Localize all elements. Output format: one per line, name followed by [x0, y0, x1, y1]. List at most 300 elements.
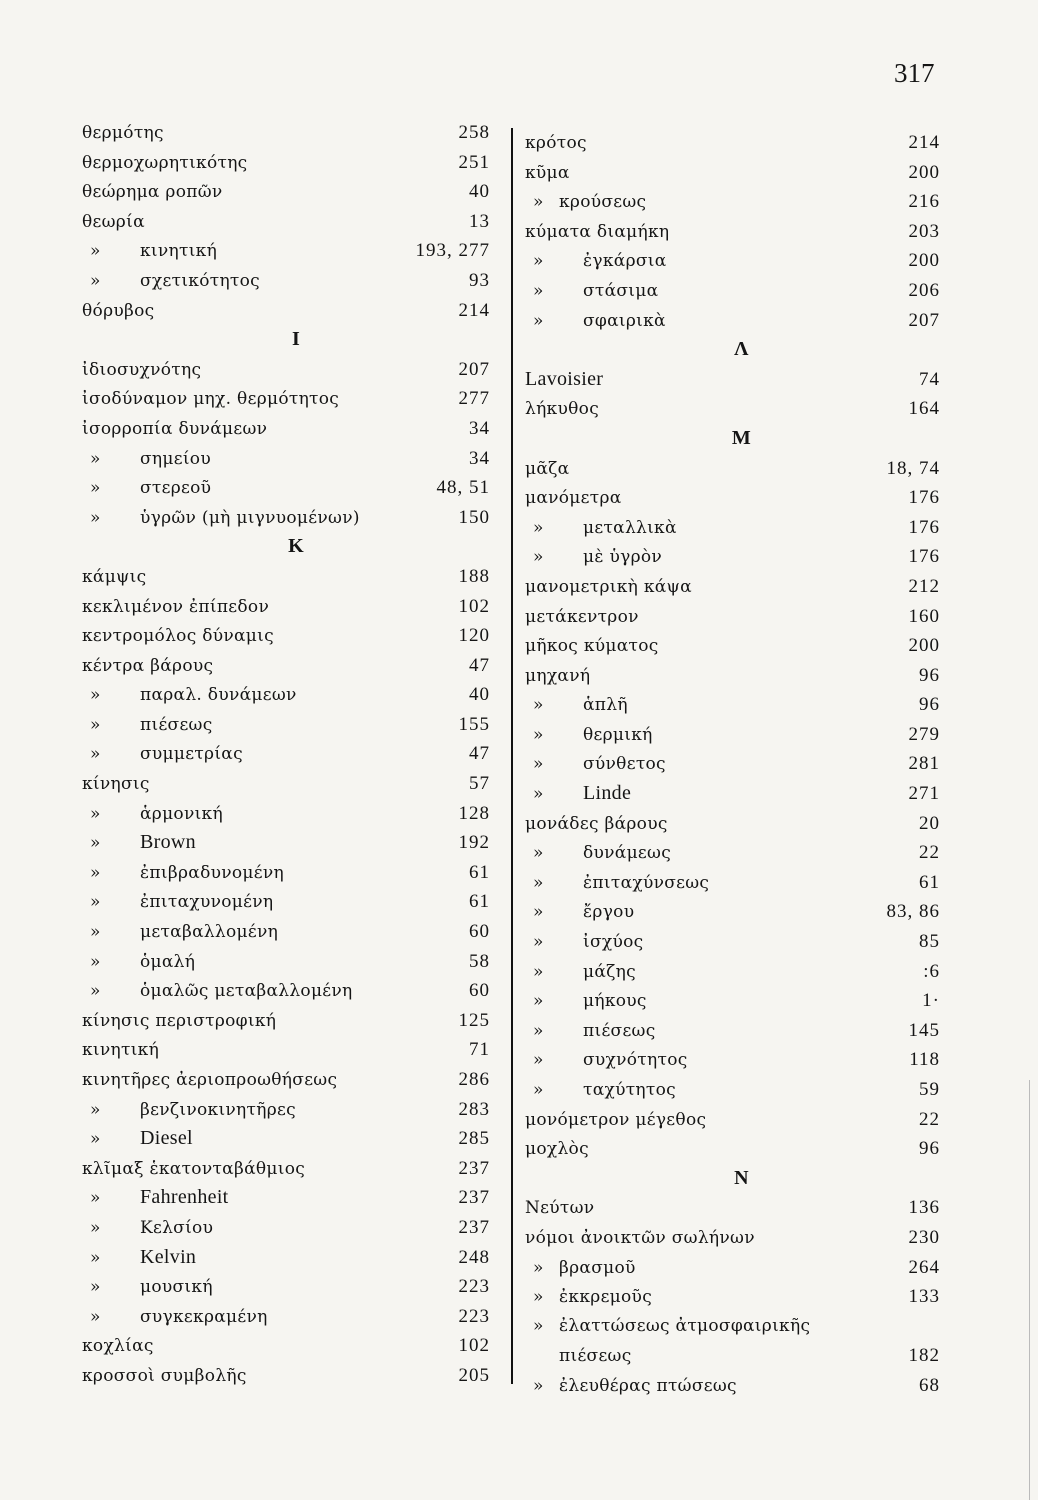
page-reference: 271 — [908, 783, 940, 805]
ditto-mark: » — [533, 991, 544, 1012]
index-entry — [82, 562, 490, 592]
index-term-text: πιέσεως — [140, 714, 213, 735]
ditto-mark: » — [533, 872, 544, 893]
index-term — [525, 1312, 940, 1342]
index-term-text: θεωρία — [82, 211, 145, 232]
ditto-mark: » — [90, 270, 101, 291]
index-term — [82, 888, 469, 918]
index-term — [82, 474, 437, 504]
page-reference: :6 — [923, 960, 940, 982]
index-term-text: δυνάμεως — [583, 843, 672, 864]
index-term-text: συμμετρίας — [140, 744, 243, 765]
index-entry — [525, 809, 940, 839]
index-subentry — [525, 276, 940, 306]
index-subentry — [82, 503, 490, 533]
index-term-text: μάζης — [583, 961, 636, 982]
page-reference: 96 — [919, 1138, 940, 1160]
page-reference: 207 — [908, 309, 940, 331]
index-term-text: κινητική — [140, 241, 218, 262]
index-term-text: μήκους — [583, 991, 647, 1012]
index-term-text: μᾶζα — [525, 458, 570, 479]
index-subentry — [525, 513, 940, 543]
index-term-text: Diesel — [140, 1127, 193, 1150]
page-reference: 216 — [908, 191, 940, 213]
ditto-mark: » — [90, 744, 101, 765]
page-reference: 61 — [469, 891, 490, 913]
page-number: 317 — [894, 58, 935, 88]
page-reference: 200 — [908, 635, 940, 657]
page-reference: 136 — [908, 1197, 940, 1219]
index-subentry — [525, 1045, 940, 1075]
index-term-text: μονάδες βάρους — [525, 813, 668, 834]
page-reference: 58 — [469, 950, 490, 972]
page-reference: 206 — [908, 279, 940, 301]
index-term — [82, 770, 469, 800]
index-term — [525, 1194, 909, 1224]
page-reference: 145 — [908, 1019, 940, 1041]
index-subentry — [82, 266, 490, 296]
index-term — [82, 622, 459, 652]
ditto-mark: » — [533, 1020, 544, 1041]
page-reference: 203 — [908, 220, 940, 242]
page-reference: 22 — [919, 1108, 940, 1130]
page-reference: 47 — [469, 654, 490, 676]
page-reference: 102 — [458, 595, 490, 617]
index-term-text: συχνότητος — [583, 1050, 688, 1071]
index-term — [525, 898, 887, 928]
index-subentry — [525, 1341, 940, 1371]
index-subentry — [82, 1124, 490, 1154]
index-term — [82, 1243, 459, 1274]
index-term-text: ἰσοδύναμον μηχ. θερμότητος — [82, 389, 340, 410]
index-term-text: παραλ. δυνάμεων — [140, 685, 297, 706]
index-subentry — [525, 720, 940, 750]
ditto-mark: » — [90, 714, 101, 735]
page-reference: 283 — [458, 1098, 490, 1120]
page-reference: 133 — [908, 1286, 940, 1308]
index-term-text: νόμοι ἀνοικτῶν σωλήνων — [525, 1227, 755, 1248]
index-term-text: ἐπιταχύνσεως — [583, 872, 710, 893]
index-term — [525, 1135, 919, 1165]
page-reference: 40 — [469, 684, 490, 706]
page-reference: 214 — [458, 299, 490, 321]
index-term-text: μὲ ὑγρὸν — [583, 547, 663, 568]
index-term-text: κεντρομόλος δύναμις — [82, 626, 274, 647]
index-subentry — [82, 739, 490, 769]
ditto-mark: » — [90, 1129, 101, 1150]
index-term-text: ἐπιταχυνομένη — [140, 892, 274, 913]
index-entry — [525, 572, 940, 602]
page-reference: 13 — [469, 210, 490, 232]
index-term — [525, 958, 923, 988]
index-term-text: ἁρμονική — [140, 803, 223, 824]
page-reference: 22 — [919, 842, 940, 864]
page-reference: 176 — [908, 546, 940, 568]
index-subentry — [525, 957, 940, 987]
index-term-text: ταχύτητος — [583, 1080, 676, 1100]
index-subentry — [525, 1075, 940, 1105]
page-reference: 85 — [919, 931, 940, 953]
index-term — [525, 395, 909, 425]
index-term — [82, 149, 459, 179]
ditto-mark: » — [533, 902, 544, 923]
index-subentry — [82, 887, 490, 917]
page-reference: 83, 86 — [886, 901, 940, 923]
index-term — [82, 593, 459, 623]
page-reference: 61 — [469, 861, 490, 883]
page-reference: 128 — [458, 802, 490, 824]
index-term-text: θεώρημα ροπῶν — [82, 182, 223, 203]
index-term — [82, 1124, 459, 1155]
index-entry — [525, 1105, 940, 1135]
index-term — [82, 1007, 459, 1037]
index-term — [82, 859, 469, 889]
index-entry — [525, 128, 940, 158]
index-term — [525, 365, 919, 396]
ditto-mark: » — [90, 1188, 101, 1209]
page-reference: 59 — [919, 1079, 940, 1100]
index-entry — [525, 454, 940, 484]
index-term — [525, 721, 909, 751]
page-reference: 279 — [908, 723, 940, 745]
page-reference: 60 — [469, 980, 490, 1002]
index-subentry — [82, 858, 490, 888]
ditto-mark: » — [90, 685, 101, 706]
index-entry — [525, 365, 940, 395]
index-term — [82, 1273, 459, 1303]
ditto-mark: » — [533, 1315, 544, 1336]
ditto-mark: » — [533, 932, 544, 953]
index-term — [82, 178, 469, 208]
index-term — [82, 740, 469, 770]
index-term — [525, 1106, 919, 1136]
page-reference: 34 — [469, 417, 490, 439]
index-term-text: ἐκκρεμοῦς — [559, 1287, 653, 1308]
index-subentry — [82, 976, 490, 1006]
index-term — [525, 1342, 909, 1372]
index-term-text: θόρυβος — [82, 300, 155, 321]
page-reference: 214 — [908, 132, 940, 153]
index-term-text: μουσική — [140, 1277, 213, 1298]
index-term — [525, 159, 909, 189]
ditto-mark: » — [533, 1050, 544, 1071]
index-term — [82, 119, 459, 149]
index-term — [525, 277, 909, 307]
page-reference: 188 — [458, 565, 490, 587]
ditto-mark: » — [533, 192, 544, 213]
index-term-text: μεταβαλλομένη — [140, 922, 279, 943]
index-subentry — [525, 1253, 940, 1283]
index-entry — [82, 621, 490, 651]
index-term — [82, 1096, 459, 1126]
index-entry — [82, 592, 490, 622]
index-subentry — [525, 986, 940, 1016]
page-reference: 160 — [908, 605, 940, 627]
index-entry — [82, 1154, 490, 1184]
index-term-text: Κελσίου — [140, 1217, 214, 1238]
index-term-text: μανόμετρα — [525, 488, 622, 509]
index-term — [525, 1017, 909, 1047]
index-term-text: βρασμοῦ — [559, 1257, 636, 1278]
page-reference: 96 — [919, 694, 940, 716]
ditto-mark: » — [90, 862, 101, 883]
page-reference: 193, 277 — [415, 240, 490, 262]
ditto-mark: » — [533, 843, 544, 864]
index-term-text: Lavoisier — [525, 367, 604, 390]
page-reference: 286 — [458, 1069, 490, 1090]
index-term-text: Brown — [140, 831, 196, 854]
index-term — [525, 484, 909, 514]
ditto-mark: » — [533, 1287, 544, 1308]
page-reference: 176 — [908, 516, 940, 538]
index-entry — [525, 394, 940, 424]
page-reference: 40 — [469, 181, 490, 203]
index-term-text: θερμοχωρητικότης — [82, 152, 248, 173]
index-subentry — [82, 799, 490, 829]
index-letter-heading: Ν — [734, 1166, 749, 1189]
page-reference: 200 — [908, 161, 940, 183]
index-term-text: θερμική — [583, 724, 653, 745]
page-reference: 18, 74 — [886, 457, 940, 479]
index-term — [82, 1036, 469, 1066]
page-reference: 285 — [458, 1128, 490, 1150]
index-term-text: κάμψις — [82, 566, 147, 587]
page-reference: 230 — [908, 1226, 940, 1248]
index-entry — [82, 355, 490, 385]
page-edge-shadow — [1029, 1080, 1030, 1500]
ditto-mark: » — [90, 892, 101, 913]
index-term — [82, 1332, 459, 1362]
index-term — [525, 514, 909, 544]
ditto-mark: » — [533, 251, 544, 272]
page-reference: 164 — [908, 398, 940, 420]
page-reference: 61 — [919, 871, 940, 893]
ditto-mark: » — [533, 961, 544, 982]
ditto-mark: » — [90, 833, 101, 854]
index-subentry — [82, 1272, 490, 1302]
index-term — [525, 129, 909, 159]
page-reference: 155 — [458, 713, 490, 735]
ditto-mark: » — [533, 547, 544, 568]
index-entry — [525, 1223, 940, 1253]
index-term-text: κέντρα βάρους — [82, 655, 214, 676]
index-term — [525, 810, 919, 840]
index-term-text: ἰδιοσυχνότης — [82, 359, 202, 380]
index-entry — [525, 1134, 940, 1164]
index-term-text: κίνησις — [82, 774, 150, 795]
index-subentry — [525, 246, 940, 276]
index-term-text: ἐγκάρσια — [583, 251, 667, 272]
page-reference: 96 — [919, 664, 940, 686]
page-reference: 205 — [458, 1364, 490, 1386]
index-term — [82, 711, 459, 741]
index-term — [525, 455, 887, 485]
index-letter-heading: Ι — [291, 328, 301, 351]
index-term — [82, 415, 469, 445]
index-subentry — [82, 917, 490, 947]
index-term — [82, 1155, 459, 1185]
index-term — [525, 247, 909, 277]
index-entry — [82, 207, 490, 237]
ditto-mark: » — [533, 517, 544, 538]
index-term-text: ἔργου — [583, 902, 635, 923]
index-entry — [82, 1035, 490, 1065]
index-term-text: θερμότης — [82, 123, 164, 143]
index-term — [82, 1303, 459, 1333]
page-reference: 20 — [919, 812, 940, 834]
index-entry — [82, 769, 490, 799]
index-column-left — [82, 118, 490, 1391]
index-term — [525, 218, 909, 248]
index-term-text: ἐλευθέρας πτώσεως — [559, 1375, 737, 1396]
page-reference: 48, 51 — [436, 477, 490, 499]
index-letter-heading: Κ — [288, 535, 304, 558]
index-subentry — [82, 710, 490, 740]
index-subentry — [82, 947, 490, 977]
index-term — [82, 563, 459, 593]
index-entry — [82, 651, 490, 681]
page-reference: 68 — [919, 1374, 940, 1396]
ditto-mark: » — [533, 310, 544, 331]
ditto-mark: » — [90, 241, 101, 262]
index-subentry — [82, 1302, 490, 1332]
left-entry-list — [82, 118, 490, 1391]
index-term-text: κροσσοὶ συμβολῆς — [82, 1365, 247, 1386]
ditto-mark: » — [533, 1375, 544, 1396]
index-term-text: πιέσεως — [583, 1020, 656, 1041]
index-term-text: στερεοῦ — [140, 478, 212, 499]
index-term-text: στάσιμα — [583, 280, 659, 301]
index-subentry — [82, 236, 490, 266]
ditto-mark: » — [90, 803, 101, 824]
index-subentry — [82, 1095, 490, 1125]
index-term-text: συγκεκραμένη — [140, 1306, 268, 1327]
index-term-text: μηχανή — [525, 665, 591, 686]
index-term — [82, 356, 459, 386]
page-reference: 212 — [908, 575, 940, 597]
page-reference: 277 — [458, 388, 490, 410]
page-reference: 47 — [469, 743, 490, 765]
index-subentry — [525, 306, 940, 336]
page-reference: 264 — [908, 1256, 940, 1278]
page-reference: 102 — [458, 1335, 490, 1357]
index-entry — [525, 631, 940, 661]
page-reference: 223 — [458, 1305, 490, 1327]
index-term-text: μετάκεντρον — [525, 606, 639, 627]
index-subentry — [525, 868, 940, 898]
ditto-mark: » — [90, 1217, 101, 1238]
page-reference: 93 — [469, 269, 490, 291]
index-term-text: ὁμαλῶς μεταβαλλομένη — [140, 981, 353, 1002]
index-term-text: μοχλὸς — [525, 1139, 589, 1160]
index-term — [82, 504, 459, 534]
ditto-mark: » — [90, 1247, 101, 1268]
index-subentry — [525, 690, 940, 720]
index-subentry — [82, 828, 490, 858]
index-entry — [82, 1065, 490, 1095]
index-term-text: μονόμετρον μέγεθος — [525, 1109, 707, 1130]
index-term — [525, 839, 919, 869]
index-term-text: Kelvin — [140, 1245, 197, 1268]
column-divider — [511, 128, 513, 1384]
ditto-mark: » — [90, 951, 101, 972]
index-term — [525, 1224, 909, 1254]
index-term-text: κύματα διαμήκη — [525, 221, 670, 242]
ditto-mark: » — [90, 448, 101, 469]
index-letter-heading: Μ — [731, 426, 752, 449]
page-reference: 34 — [469, 447, 490, 469]
index-entry — [82, 384, 490, 414]
index-term — [525, 307, 909, 337]
page-reference: 207 — [458, 358, 490, 380]
index-term — [525, 603, 909, 633]
page-reference: 200 — [908, 250, 940, 272]
ditto-mark: » — [90, 1099, 101, 1120]
index-entry — [525, 483, 940, 513]
ditto-mark: » — [533, 1257, 544, 1278]
index-entry — [525, 661, 940, 691]
right-entry-list — [525, 118, 940, 1401]
index-subentry — [82, 680, 490, 710]
index-subentry — [525, 927, 940, 957]
index-subentry — [525, 838, 940, 868]
ditto-mark: » — [90, 1277, 101, 1298]
page-reference: 248 — [458, 1246, 490, 1268]
page-reference: 251 — [458, 151, 490, 173]
index-subentry — [82, 1243, 490, 1273]
index-entry — [82, 1331, 490, 1361]
index-term — [525, 869, 919, 899]
page-reference: 223 — [458, 1276, 490, 1298]
index-term — [82, 681, 469, 711]
index-column-right — [525, 118, 940, 1401]
index-term — [82, 828, 459, 859]
index-subentry — [525, 187, 940, 217]
index-term — [82, 948, 469, 978]
page-reference: 118 — [909, 1049, 940, 1071]
page-reference: 1· — [922, 990, 940, 1012]
index-term — [525, 188, 909, 218]
index-term-text: κλῖμαξ ἑκατονταβάθμιος — [82, 1158, 306, 1179]
index-term — [525, 1046, 909, 1076]
index-entry — [82, 118, 490, 148]
index-term — [525, 573, 909, 603]
index-term — [525, 632, 909, 662]
index-term — [82, 652, 469, 682]
ditto-mark: » — [90, 507, 101, 528]
index-term — [82, 267, 469, 297]
index-term — [525, 543, 909, 573]
index-subentry — [525, 779, 940, 809]
index-term-text: ἰσορροπία δυνάμεων — [82, 418, 268, 439]
page-reference: 57 — [469, 773, 490, 795]
index-entry — [525, 1193, 940, 1223]
page-reference: 71 — [469, 1039, 490, 1061]
index-term — [82, 1214, 459, 1244]
ditto-mark: » — [90, 478, 101, 499]
page-reference: 60 — [469, 921, 490, 943]
index-term-text: ὑγρῶν (μὴ μιγνυομένων) — [140, 507, 360, 528]
index-term — [525, 750, 909, 780]
ditto-mark: » — [533, 784, 544, 805]
index-term-text: ἰσχύος — [583, 932, 644, 953]
index-term-text: σύνθετος — [583, 754, 666, 775]
ditto-mark: » — [533, 1080, 544, 1100]
index-term — [82, 237, 416, 267]
index-term — [525, 1372, 919, 1402]
index-term-text: βενζινοκινητῆρες — [140, 1099, 296, 1120]
ditto-mark: » — [90, 1306, 101, 1327]
